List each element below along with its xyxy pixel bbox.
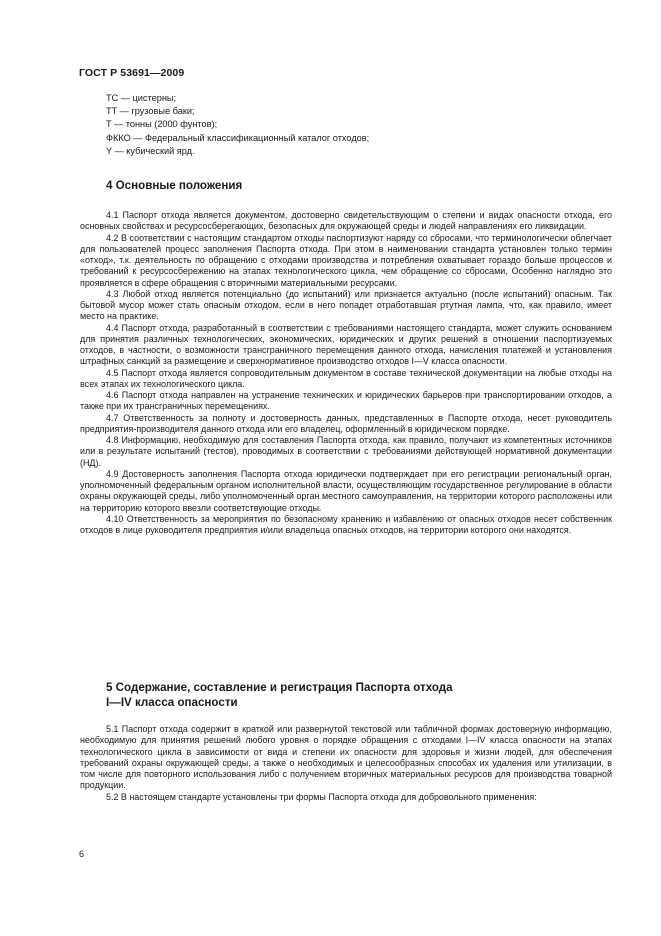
document-header: ГОСТ Р 53691—2009 bbox=[79, 67, 185, 79]
abbreviation-item: ФККО — Федеральный классификационный каталог отходов; bbox=[106, 132, 370, 143]
paragraph-4-2: 4.2 В соответствии с настоящим стандартом отходы паспортизуют наряду со сбросами, что терминологически облегчает для пользователей процесс заполнения Паспорта отхода. При этом в наименовании стандарта установлен только термин «отход», т.к. деятельность по обращению с отходами производства и потребления охватывает гораздо больше процессов и требований к ресурсосбережению на этапах технологического цикла, чем обращение со сбросами, Особенно наглядно это проявляется в сфере обращения с вторичными материальными ресурсами. bbox=[80, 232, 612, 288]
paragraph-4-8: 4.8 Информацию, необходимую для составления Паспорта отхода, как правило, получают из компетентных источников или в результате испытаний (тестов), проводимых в соответствии с требованиями действующей нормативной документации (НД). bbox=[80, 435, 612, 468]
paragraph-4-10: 4.10 Ответственность за мероприятия по безопасному хранению и избавлению от опасных отходов несет собственник отходов в лице руководителя предприятия и/или владельца опасных отходов, на территории которого они находятся. bbox=[80, 513, 612, 535]
page-number: 6 bbox=[79, 849, 85, 859]
abbreviation-item: TT — грузовые баки; bbox=[106, 106, 195, 117]
section-4-heading bbox=[106, 178, 242, 193]
section-5-title-line1: 5 Содержание, составление и регистрация Паспорта отхода bbox=[106, 681, 453, 694]
paragraph-4-1: 4.1 Паспорт отхода является документом, достоверно свидетельствующим о степени и видах опасности отхода, его основных свойствах и ресурсосберегающих, безопасных для окружающей среды и людей направлениях его ликвидации. bbox=[80, 210, 612, 232]
paragraph-4-3: 4.3 Любой отход является потенциально (до испытаний) или признается актуально (после испытаний) опасным. Так бытовой мусор может стать опасным отходом, если в него попадет отработавшая ртутная лампа, что, как правило, имеет место на практике. bbox=[80, 288, 612, 322]
section-5-body bbox=[80, 724, 612, 803]
paragraph-4-9: 4.9 Достоверность заполнения Паспорта отхода юридически подтверждает при его регистрации региональный орган, уполномоченный федеральным органом исполнительной власти, осуществляющим государственное регулирование в области охраны окружающей среды, либо уполномоченный орган местного самоуправления, на территории которого расположены или на территорию которого ввезли соответствующие отходы. bbox=[80, 468, 612, 513]
paragraph-5-2: 5.2 В настоящем стандарте установлены три формы Паспорта отхода для добровольного применения: bbox=[106, 791, 537, 802]
section-5-heading bbox=[106, 680, 453, 710]
paragraph-4-7: 4.7 Ответственность за полноту и достоверность данных, представленных в Паспорте отхода, несет руководитель предприятия-производителя данного отхода или его владелец, оформленный в юридическом порядке. bbox=[80, 412, 612, 434]
section-5-title-line2: I—IV класса опасности bbox=[106, 696, 238, 709]
paragraph-4-4: 4.4 Паспорт отхода, разработанный в соответствии с требованиями настоящего стандарта, может служить основанием для принятия различных технологических, экономических, юридических и других решений в отношении паспортизуемых отходов, в частности, о возможности трансграничного перемещения данного отхода, начисления платежей и установления штрафных санкций за размещение и сверхнормативное производство отходов I—V класса опасности. bbox=[80, 322, 612, 367]
abbreviation-list bbox=[106, 92, 606, 158]
section-4-title: 4 Основные положения bbox=[106, 179, 243, 192]
paragraph-4-6: 4.6 Паспорт отхода направлен на устранение технических и юридических барьеров при транспортировании отходов, а также при их трансграничных перемещениях. bbox=[80, 390, 612, 412]
section-4-body bbox=[80, 210, 612, 536]
paragraph-4-5: 4.5 Паспорт отхода является сопроводительным документом в составе технической документации на любые отходы на всех этапах их технологического цикла. bbox=[80, 367, 612, 389]
paragraph-5-1: 5.1 Паспорт отхода содержит в краткой или развернутой текстовой или табличной формах достоверную информацию, необходимую для принятия решений любого уровня о порядке обращения с отходами I—IV класса опасности на этапах технологического цикла в зависимости от вида и степени их опасности для здоровья и жизни людей, для обеспечения требований охраны окружающей среды, а также о необходимых и целесообразных способах их удаления или утилизации, в том числе для повторного использования либо с получением вторичных материальных ресурсов для производства товарной продукции. bbox=[80, 724, 612, 791]
abbreviation-item: TC — цистерны; bbox=[106, 93, 177, 103]
abbreviation-item: Y — кубический ярд. bbox=[106, 145, 195, 156]
abbreviation-item: T — тонны (2000 фунтов); bbox=[106, 119, 218, 130]
